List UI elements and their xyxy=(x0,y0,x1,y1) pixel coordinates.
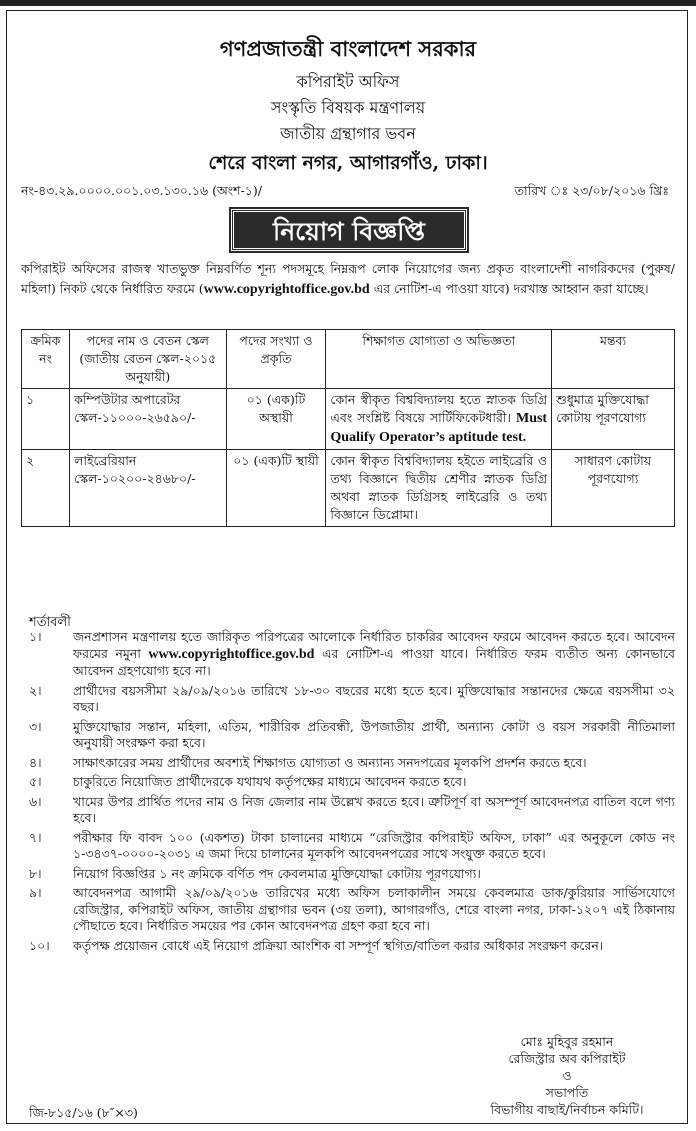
condition-text-after: এর নোটিশ-এ পাওয়া যাবে। নির্ধারিত ফরম ব্যতীত অন্য কোনভাবে আবেদন গ্রহণযোগ্য হবে না। xyxy=(73,645,675,678)
header-post: পদের নাম ও বেতন স্কেল (জাতীয় বেতন স্কেল-২০১৫ অনুযায়ী) xyxy=(70,330,226,389)
header-serial: ক্রমিক নং xyxy=(22,330,70,389)
row-qualification xyxy=(326,389,552,450)
intro-text-before: কপিরাইট অফিসের রাজস্ব খাতভুক্ত নিম্নবর্ণিত শূন্য পদসমূহে নিম্নরূপ লোক নিয়োগের জন্য প্রকৃত বাংলাদেশী নাগরিকদের (পুরুষ/মহিলা) নিকট থেকে নির্ধারিত ফরমে ( xyxy=(21,261,675,296)
table-row xyxy=(22,389,675,450)
intro-text-after: এর নোটিশ-এ পাওয়া যাবে) দরখাস্ত আহ্বান করা যাচ্ছে। xyxy=(369,281,649,296)
condition-item xyxy=(21,774,675,791)
condition-number: ১। xyxy=(29,629,42,644)
condition-website-link[interactable]: www.copyrightoffice.gov.bd xyxy=(148,646,315,662)
condition-number: ৯। xyxy=(29,885,42,900)
condition-item xyxy=(21,719,675,752)
condition-number: ৭। xyxy=(29,829,42,845)
header-qualification: শিক্ষাগত যোগ্যতা ও অভিজ্ঞতা xyxy=(326,330,552,389)
government-title: গণপ্রজাতন্ত্রী বাংলাদেশ সরকার xyxy=(219,36,477,61)
row-remarks: শুধুমাত্র মুক্তিযোদ্ধা কোটায় পূরণযোগ্য xyxy=(552,389,675,450)
header-remarks: মন্তব্য xyxy=(552,330,675,389)
table-row xyxy=(22,450,675,527)
row-post: কম্পিউটার অপারেটর স্কেল-১১০০০-২৬৫৯০/- xyxy=(70,389,226,450)
qualification-text: কোন স্বীকৃত বিশ্ববিদ্যালয় হইতে লাইব্রেরি ও তথ্য বিজ্ঞানে দ্বিতীয় শ্রেণীর স্নাতক ডিগ্রি অথবা স্নাতক ডিগ্রিসহ লাইব্রেরি ও তথ্য বিজ্ঞানে ডিপ্লোমা। xyxy=(330,453,548,522)
condition-number: ২। xyxy=(29,682,42,698)
intro-paragraph xyxy=(21,259,675,300)
condition-text: চাকুরিতে নিয়োজিত প্রার্থীদেরকে যথাযথ কর্তৃপক্ষের মাধ্যমে আবেদন করতে হবে। xyxy=(73,774,467,789)
footer-code: জি-৮১৫/১৬ (৮″×৩) xyxy=(29,1105,138,1120)
condition-text: আবেদনপত্র আগামী ২৯/০৯/২০১৬ তারিখের মধ্যে অফিস চলাকালীন সময়ে কেবলমাত্র ডাক/কুরিয়ার সার্ভিসযোগে রেজিস্ট্রার, কপিরাইট অফিস, জাতীয় গ্রন্থাগার ভবন (৩য় তলা), আগারগাঁও, শেরে বাংলা নগর, ঢাকা-১২০৭ এই ঠিকানায় পৌছাতে হবে। নির্ধারিত সময়ের পর কোন আবেদনপত্র গ্রহণ করা হবে না। xyxy=(73,885,675,933)
row-post: লাইব্রেরিয়ান স্কেল-১০২০০-২৪৬৮০/- xyxy=(70,450,226,527)
conditions-title: শর্তাবলী xyxy=(29,615,71,630)
row-remarks: সাধারণ কোটায় পূরণযোগ্য xyxy=(552,450,675,527)
row-count: ০১ (এক)টি স্থায়ী xyxy=(226,450,326,527)
signatory-name: মোঃ মুহিবুর রহমান xyxy=(520,1034,614,1049)
row-serial: ১ xyxy=(22,389,70,450)
signatory-role: সভাপতি xyxy=(545,1085,589,1100)
condition-text: পরীক্ষার ফি বাবদ ১০০ (একশত) টাকা চালানের মাধ্যমে “রেজিস্ট্রার কপিরাইট অফিস, ঢাকা” এর অনুকূলে কোড নং ১-৩৪৩৭-০০০০-২০৩১ এ জমা দিয়ে চালানের মূলকপি আবেদনপত্রের সাথে সংযুক্ত করতে হবে। xyxy=(73,829,675,861)
condition-text: খামের উপর প্রার্থিত পদের নাম ও নিজ জেলার নাম উল্লেখ করতে হবে। ত্রুটিপূর্ণ বা অসম্পূর্ণ আবেদনপত্র বাতিল বলে গণ্য হবে। xyxy=(73,793,675,825)
condition-item xyxy=(21,794,675,827)
condition-text: মুক্তিযোদ্ধার সন্তান, মহিলা, এতিম, শারীরিক প্রতিবন্ধী, উপজাতীয় প্রার্থী, অন্যান্য কোটা ও বয়স সরকারী নীতিমালা অনুযায়ী সংরক্ষণ করা হবে। xyxy=(73,718,675,750)
signatory-designation: রেজিস্ট্রার অব কপিরাইট xyxy=(508,1051,626,1066)
condition-text: প্রার্থীদের বয়সসীমা ২৯/০৯/২০১৬ তারিখে ১৮-৩০ বছরের মধ্যে হতে হবে। মুক্তিযোদ্ধার সন্তানদের ক্ষেত্রে বয়সসীমা ৩২ বছর। xyxy=(73,682,675,714)
signature-block xyxy=(457,1033,677,1118)
condition-text: নিয়োগ বিজ্ঞপ্তির ১ নং ক্রমিকে বর্ণিত পদ কেবলমাত্র মুক্তিযোদ্ধা কোটায় পূরণযোগ্য। xyxy=(73,865,481,881)
row-count: ০১ (এক)টি অস্থায়ী xyxy=(226,389,326,450)
conditions-list xyxy=(21,629,675,957)
row-serial: ২ xyxy=(22,450,70,527)
top-border-strip xyxy=(0,0,696,6)
condition-item xyxy=(21,629,675,680)
notice-date: তারিখ ঃ ২৩/০৮/২০১৬ খ্রিঃ xyxy=(514,183,669,198)
condition-text-before: জনপ্রশাসন মন্ত্রণালয় হতে জারিকৃত পরিপত্রের আলোকে নির্ধারিত চাকরির আবেদন ফরমে আবেদন করতে হবে। আবেদন ফরমের নমুনা xyxy=(73,629,675,661)
table-header-row xyxy=(22,330,675,389)
condition-number: ৫। xyxy=(29,774,42,789)
condition-item xyxy=(21,885,675,935)
condition-item xyxy=(21,830,675,863)
ministry-name: সংস্কৃতি বিষয়ক মন্ত্রণালয় xyxy=(270,98,426,117)
qualification-text: কোন স্বীকৃত বিশ্ববিদ্যালয় হতে স্নাতক ডিগ্রি এবং সংশ্লিষ্ট বিষয়ে সার্টিফিকেটধারী। xyxy=(330,392,548,425)
signatory-and: ও xyxy=(562,1068,572,1083)
condition-number: ৪। xyxy=(29,754,42,770)
condition-item xyxy=(21,755,675,772)
notice-title-banner: নিয়োগ বিজ্ঞপ্তি xyxy=(231,209,467,251)
notice-page xyxy=(6,10,688,1124)
office-address: শেরে বাংলা নগর, আগারগাঁও, ঢাকা। xyxy=(208,152,488,174)
signatory-committee: বিভাগীয় বাছাই/নির্বাচন কমিটি। xyxy=(490,1102,644,1117)
condition-number: ৮। xyxy=(29,865,42,881)
header-count: পদের সংখ্যা ও প্রকৃতি xyxy=(226,330,326,389)
building-name: জাতীয় গ্রন্থাগার ভবন xyxy=(280,124,416,143)
intro-website-link[interactable]: www.copyrightoffice.gov.bd xyxy=(203,282,370,297)
condition-text: কর্তৃপক্ষ প্রয়োজন বোধে এই নিয়োগ প্রক্রিয়া আংশিক বা সম্পূর্ণ স্থগিত/বাতিল করার অধিকার সংরক্ষণ করেন। xyxy=(73,937,604,953)
condition-item xyxy=(21,938,675,955)
condition-number: ৩। xyxy=(29,718,42,734)
qualification-english: Must Qualify Operator’s aptitude test. xyxy=(330,411,548,445)
condition-text: সাক্ষাৎকারের সময় প্রার্থীদের অবশ্যই শিক্ষাগত যোগ্যতা ও অন্যান্য সনদপত্রের মূলকপি প্রদর্শন করতে হবে। xyxy=(73,754,587,770)
condition-item xyxy=(21,683,675,716)
condition-text xyxy=(73,629,675,680)
condition-number: ১০। xyxy=(29,937,50,953)
condition-number: ৬। xyxy=(29,793,42,809)
row-qualification xyxy=(326,450,552,527)
condition-item xyxy=(21,866,675,883)
reference-number: নং-৪৩.২৯.০০০০.০০১.০৩.১৩০.১৬ (অংশ-১)/ xyxy=(21,183,262,198)
vacancy-table xyxy=(21,329,675,527)
office-name: কপিরাইট অফিস xyxy=(296,72,400,91)
